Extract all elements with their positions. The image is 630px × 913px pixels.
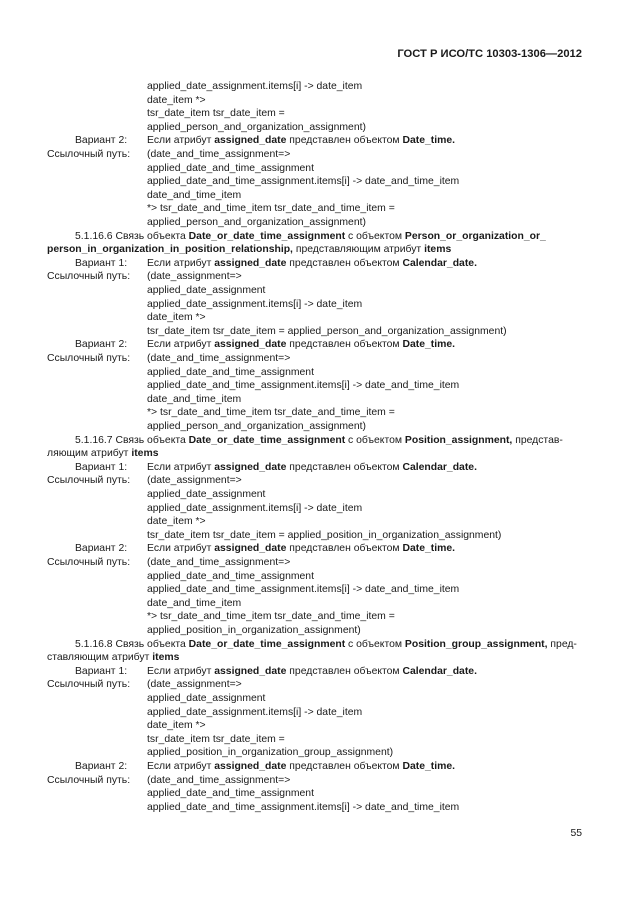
text-run: представлен объектом: [286, 761, 403, 772]
text-run: ляющим атрибут: [47, 448, 132, 460]
bold-term: person_in_organization_in_position_relationship,: [47, 244, 293, 256]
bold-term: Calendar_date.: [402, 461, 477, 473]
text-run: date_item *>: [147, 312, 206, 324]
reference-path-label: Ссылочный путь:: [47, 149, 131, 160]
bold-term: Date_or_date_time_assignment: [188, 638, 346, 650]
line-text: [147, 692, 265, 706]
bold-term: items: [131, 448, 159, 460]
bold-term: assigned_date: [214, 761, 287, 772]
text-run: date_item *>: [147, 516, 206, 528]
text-run: Если атрибут: [147, 257, 215, 269]
reference-path-label: Ссылочный путь:: [47, 475, 131, 487]
text-run: applied_date_assignment.items[i] -> date_item: [147, 298, 363, 310]
text-run: представ-: [512, 434, 563, 446]
variant-label: Вариант 2:: [75, 761, 128, 772]
bold-term: Date_time.: [402, 543, 456, 555]
text-run: tsr_date_item tsr_date_item =: [147, 733, 285, 745]
text-run: Если атрибут: [147, 339, 215, 351]
bold-term: assigned_date: [214, 665, 287, 677]
line-text: [147, 719, 206, 733]
clause-heading: [75, 638, 577, 652]
line-text: [147, 162, 314, 176]
line-text: [147, 597, 241, 611]
bold-term: assigned_date: [214, 257, 287, 269]
text-run: applied_date_and_time_assignment: [147, 366, 314, 378]
text-run: applied_person_and_organization_assignment): [147, 217, 366, 228]
text-run: applied_date_assignment.items[i] -> date_item: [147, 502, 363, 514]
line-text: [147, 94, 206, 108]
line-text: [147, 257, 477, 271]
bold-term: Position_assignment,: [404, 434, 513, 446]
text-run: представлен объектом: [286, 665, 403, 677]
text-run: date_item *>: [147, 94, 206, 106]
text-run: applied_date_assignment.items[i] -> date_item: [147, 81, 363, 92]
line-text: [147, 393, 241, 407]
text-run: applied_date_and_time_assignment: [147, 570, 314, 582]
variant-label: Вариант 2:: [75, 543, 128, 555]
text-run: (date_and_time_assignment=>: [147, 774, 291, 786]
text-run: 5.1.16.8 Связь объекта: [75, 638, 189, 650]
line-text: [147, 542, 455, 556]
text-run: applied_date_and_time_assignment.items[i] -> date_and_time_item: [147, 176, 460, 188]
clause-heading: [75, 230, 546, 244]
line-text: [147, 733, 285, 747]
bold-term: Date_or_date_time_assignment: [188, 230, 346, 242]
text-run: applied_date_assignment: [147, 693, 266, 704]
text-run: applied_position_in_organization_group_assignment): [147, 747, 394, 759]
line-text: [147, 678, 242, 692]
text-run: представлен объектом: [286, 257, 403, 269]
reference-path-label: Ссылочный путь:: [47, 557, 131, 568]
text-run: applied_date_and_time_assignment.items[i] -> date_and_time_item: [147, 801, 460, 813]
text-run: 5.1.16.7 Связь объекта: [75, 434, 189, 446]
line-text: [147, 610, 395, 624]
bold-term: Calendar_date.: [402, 665, 477, 677]
text-run: Если атрибут: [147, 135, 215, 147]
variant-label: Вариант 2:: [75, 339, 128, 351]
line-text: [147, 665, 477, 679]
text-run: date_item *>: [147, 720, 206, 732]
text-run: *> tsr_date_and_time_item tsr_date_and_time_item =: [147, 611, 395, 623]
text-run: applied_position_in_organization_assignment): [147, 625, 361, 636]
text-run: tsr_date_item tsr_date_item = applied_position_in_organization_assignment): [147, 529, 502, 541]
line-text: [147, 270, 242, 284]
text-run: applied_date_and_time_assignment.items[i] -> date_and_time_item: [147, 380, 460, 392]
reference-path-label: Ссылочный путь:: [47, 679, 131, 691]
line-text: [147, 298, 362, 312]
line-text: [147, 189, 241, 203]
text-run: applied_date_and_time_assignment: [147, 788, 314, 800]
line-text: [147, 148, 290, 162]
variant-label: Вариант 1:: [75, 257, 128, 269]
text-run: Если атрибут: [147, 761, 215, 772]
line-text: [147, 706, 362, 720]
line-text: [147, 461, 477, 475]
bold-term: Person_or_organization_or_: [404, 230, 546, 242]
line-text: [147, 121, 366, 135]
bold-term: Date_time.: [402, 761, 456, 772]
bold-term: Calendar_date.: [402, 257, 477, 269]
text-run: с объектом: [345, 434, 405, 446]
bold-term: Position_group_assignment,: [404, 638, 548, 650]
text-run: пред-: [547, 638, 577, 650]
line-text: [47, 243, 451, 257]
text-run: представлен объектом: [286, 339, 403, 351]
line-text: [147, 420, 366, 434]
line-text: [47, 651, 179, 665]
text-run: applied_person_and_organization_assignment): [147, 421, 366, 432]
line-text: [147, 746, 393, 760]
text-run: представлен объектом: [286, 135, 403, 147]
bold-term: assigned_date: [214, 135, 287, 147]
document-header: ГОСТ Р ИСО/ТС 10303-1306—2012: [397, 48, 582, 60]
line-text: [147, 624, 361, 638]
line-text: [147, 406, 395, 420]
text-run: *> tsr_date_and_time_item tsr_date_and_time_item =: [147, 407, 395, 419]
line-text: [147, 366, 314, 380]
line-text: [147, 760, 455, 774]
line-text: [147, 202, 395, 216]
bold-term: items: [152, 652, 180, 664]
text-run: applied_date_and_time_assignment.items[i] -> date_and_time_item: [147, 584, 460, 596]
line-text: [147, 352, 290, 366]
page-number: 55: [570, 828, 582, 839]
text-run: (date_assignment=>: [147, 475, 242, 487]
text-run: представлен объектом: [286, 543, 403, 555]
line-text: [47, 447, 158, 461]
text-run: applied_date_assignment: [147, 489, 266, 500]
line-text: [147, 570, 314, 584]
text-run: представляющим атрибут: [292, 244, 425, 256]
bold-term: Date_time.: [402, 339, 456, 351]
line-text: [147, 583, 459, 597]
clause-heading: [75, 434, 563, 448]
line-text: [147, 515, 206, 529]
text-run: (date_and_time_assignment=>: [147, 149, 291, 160]
line-text: [147, 529, 501, 543]
bold-term: assigned_date: [214, 339, 287, 351]
line-text: [147, 556, 290, 570]
text-run: tsr_date_item tsr_date_item = applied_person_and_organization_assignment): [147, 325, 507, 337]
bold-term: Date_time.: [402, 135, 456, 147]
line-text: [147, 379, 459, 393]
text-run: (date_and_time_assignment=>: [147, 557, 291, 568]
text-run: ставляющим атрибут: [47, 652, 153, 664]
line-text: [147, 488, 265, 502]
text-run: (date_and_time_assignment=>: [147, 353, 291, 364]
line-text: [147, 774, 290, 788]
line-text: [147, 134, 455, 148]
line-text: [147, 216, 366, 230]
text-run: *> tsr_date_and_time_item tsr_date_and_time_item =: [147, 203, 395, 215]
variant-label: Вариант 2:: [75, 135, 128, 147]
reference-path-label: Ссылочный путь:: [47, 774, 131, 786]
text-run: представлен объектом: [286, 461, 403, 473]
variant-label: Вариант 1:: [75, 461, 128, 473]
line-text: [147, 502, 362, 516]
bold-term: assigned_date: [214, 461, 287, 473]
text-run: date_and_time_item: [147, 189, 242, 201]
text-run: с объектом: [345, 230, 405, 242]
text-run: Если атрибут: [147, 665, 215, 677]
line-text: [147, 175, 459, 189]
text-run: (date_assignment=>: [147, 679, 242, 691]
text-run: 5.1.16.6 Связь объекта: [75, 230, 189, 242]
line-text: [147, 787, 314, 801]
reference-path-label: Ссылочный путь:: [47, 271, 131, 283]
text-run: date_and_time_item: [147, 597, 242, 609]
text-run: с объектом: [345, 638, 405, 650]
variant-label: Вариант 1:: [75, 665, 128, 677]
text-run: applied_person_and_organization_assignment): [147, 121, 366, 133]
text-run: (date_assignment=>: [147, 271, 242, 283]
text-run: tsr_date_item tsr_date_item =: [147, 108, 285, 120]
text-run: applied_date_assignment.items[i] -> date_item: [147, 706, 363, 718]
line-text: [147, 474, 242, 488]
line-text: [147, 801, 459, 815]
line-text: [147, 107, 285, 121]
bold-term: assigned_date: [214, 543, 287, 555]
line-text: [147, 325, 507, 339]
line-text: [147, 338, 455, 352]
text-run: applied_date_and_time_assignment: [147, 162, 314, 174]
text-run: Если атрибут: [147, 461, 215, 473]
line-text: [147, 284, 265, 298]
bold-term: Date_or_date_time_assignment: [188, 434, 346, 446]
line-text: [147, 80, 362, 94]
reference-path-label: Ссылочный путь:: [47, 353, 131, 364]
bold-term: items: [424, 244, 452, 256]
text-run: date_and_time_item: [147, 393, 242, 405]
line-text: [147, 311, 206, 325]
text-run: applied_date_assignment: [147, 285, 266, 296]
text-run: Если атрибут: [147, 543, 215, 555]
